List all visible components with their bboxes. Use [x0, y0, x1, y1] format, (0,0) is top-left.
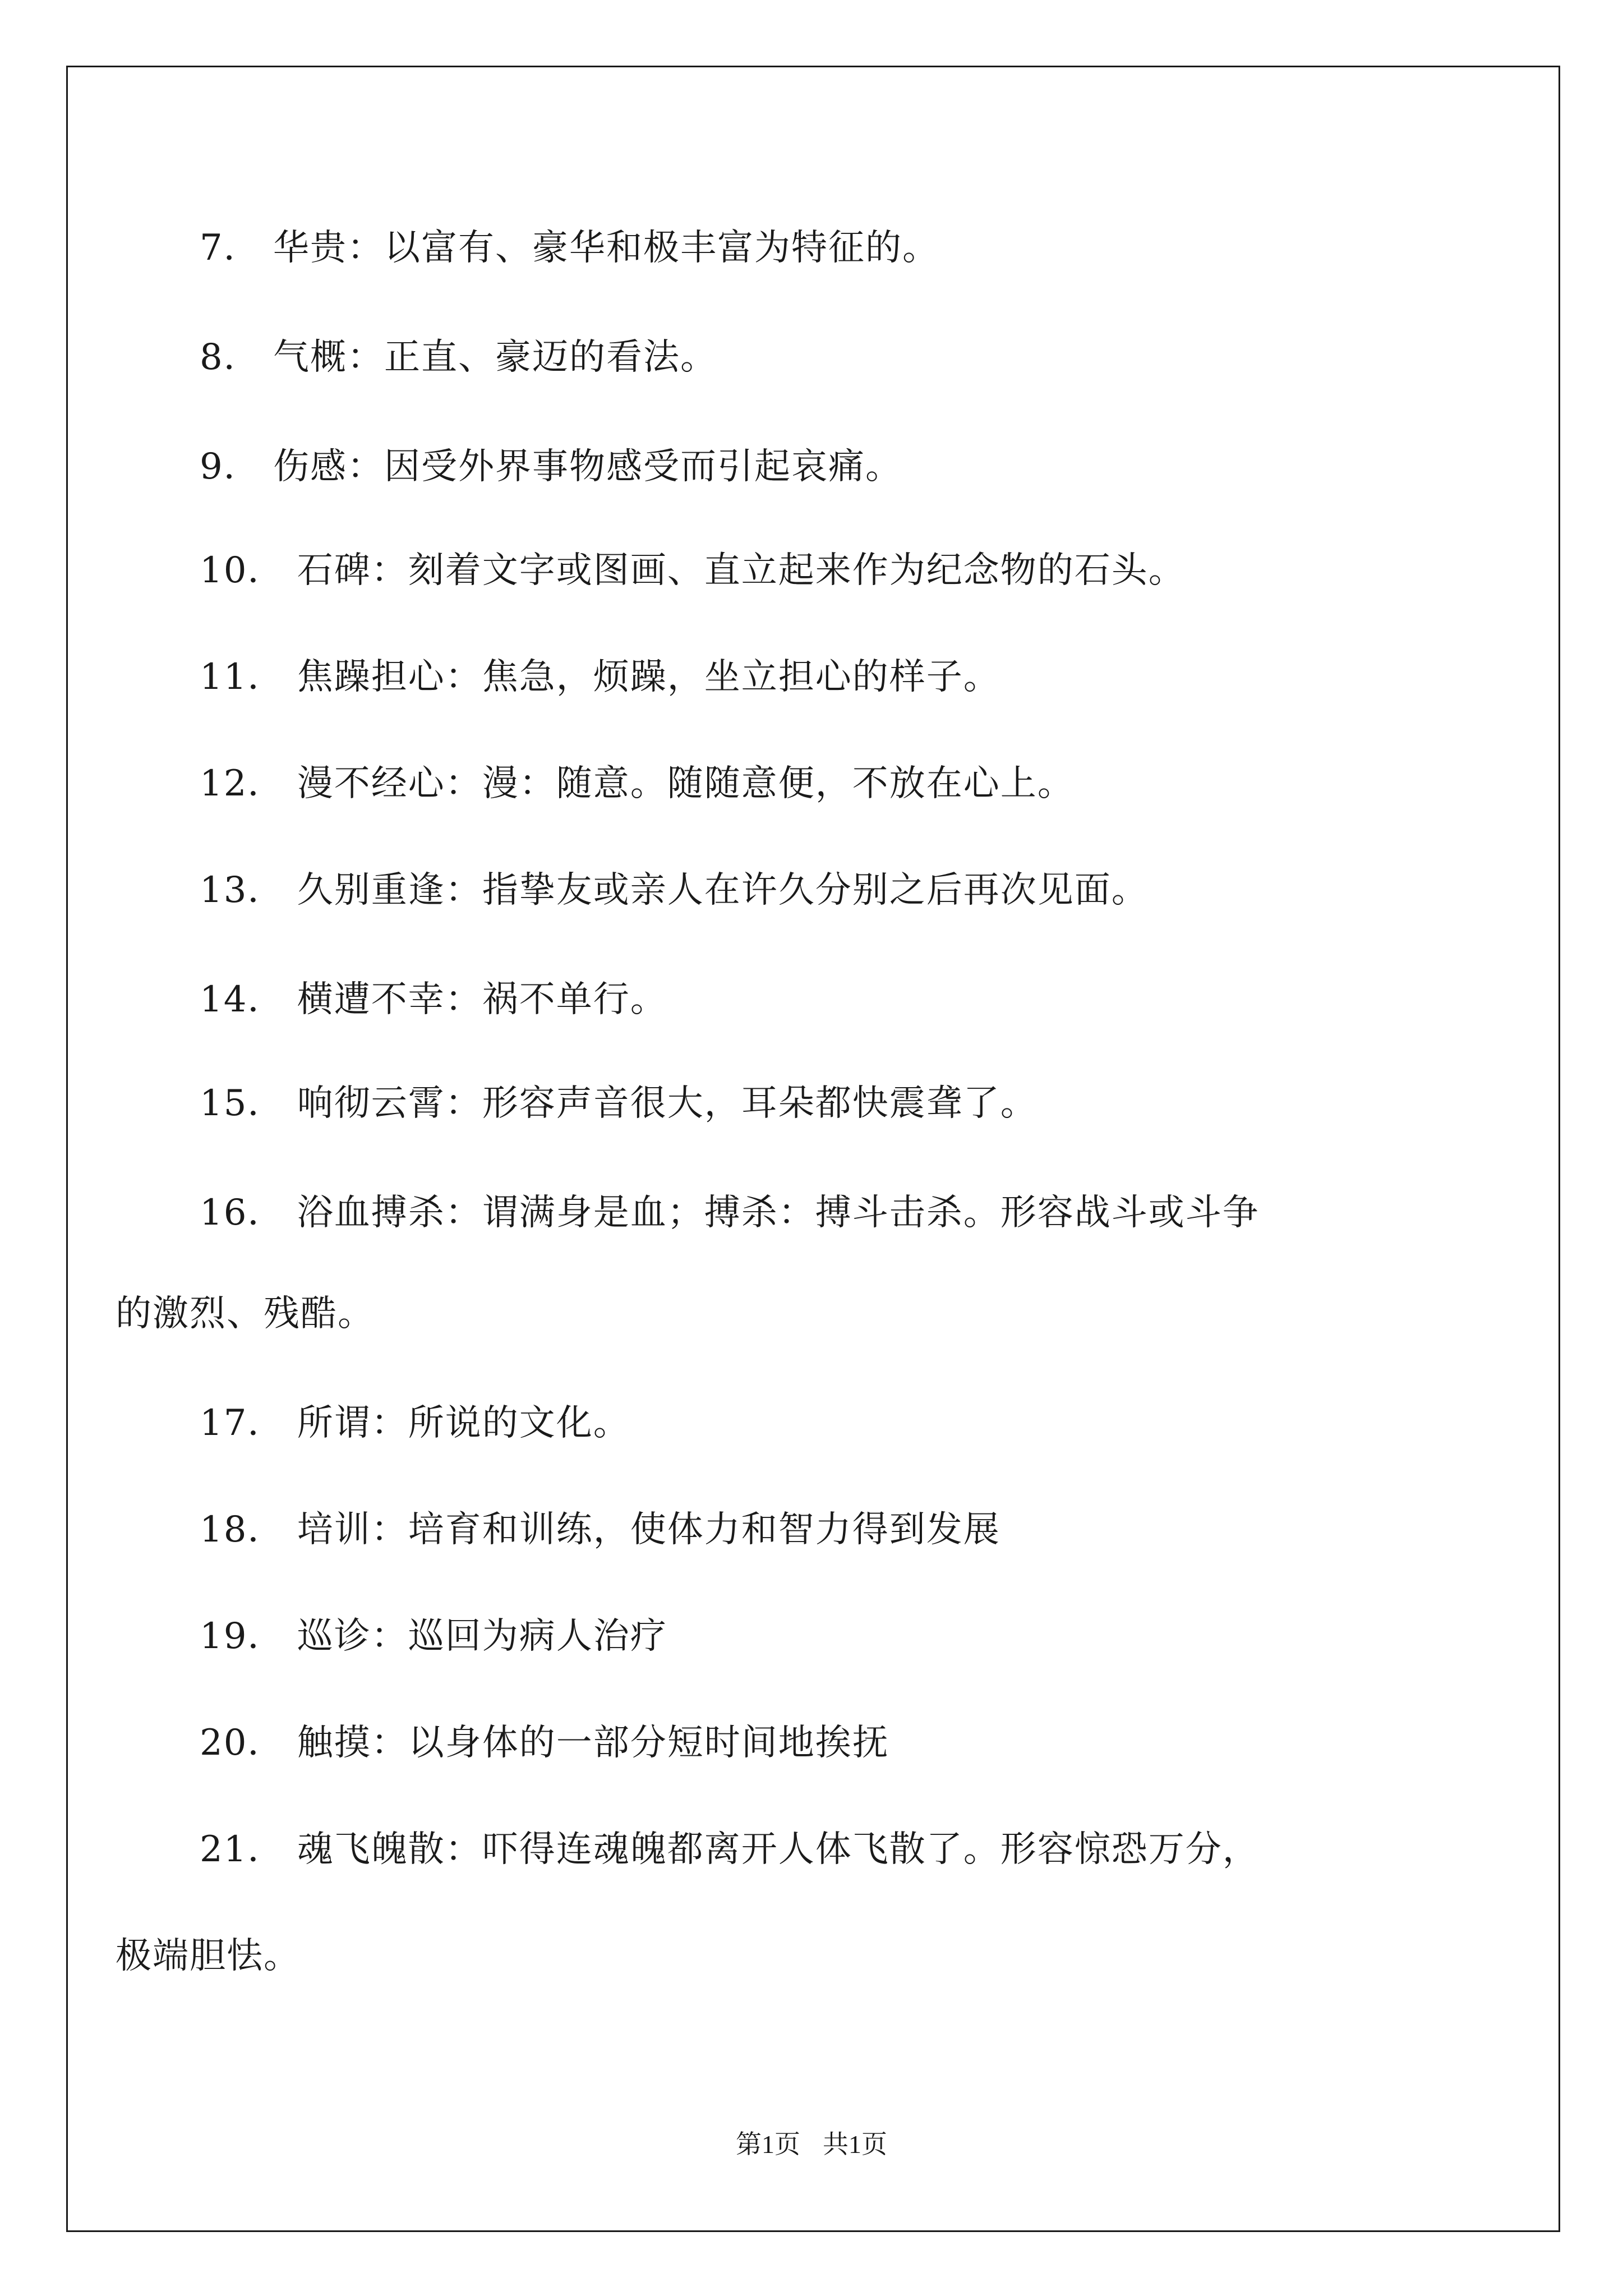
definition-continuation: 极端胆怯。: [116, 1935, 301, 1977]
page-number-current: 第1页: [736, 2130, 800, 2159]
definition-entry: 19． 巡诊：巡回为病人治疗: [200, 1616, 667, 1657]
definition-entry: 20． 触摸：以身体的一部分短时间地挨抚: [200, 1722, 889, 1764]
definition-entry: 10． 石碑：刻着文字或图画、直立起来作为纪念物的石头。: [200, 550, 1186, 591]
page-number-total: 共1页: [823, 2130, 887, 2159]
definition-entry: 17． 所谓：所说的文化。: [200, 1402, 630, 1444]
definition-entry: 14． 横遭不幸：祸不单行。: [200, 979, 667, 1020]
definition-entry: 8． 气概：正直、豪迈的看法。: [200, 337, 718, 378]
definition-entry: 12． 漫不经心：漫：随意。随随意便，不放在心上。: [200, 763, 1075, 804]
definition-continuation: 的激烈、残酷。: [116, 1293, 375, 1335]
definition-entry: 16． 浴血搏杀：谓满身是血；搏杀：搏斗击杀。形容战斗或斗争: [200, 1192, 1260, 1234]
definition-entry: 21． 魂飞魄散：吓得连魂魄都离开人体飞散了。形容惊恐万分，: [200, 1829, 1260, 1870]
page-border: [66, 66, 1560, 2232]
definition-entry: 11． 焦躁担心：焦急，烦躁，坐立担心的样子。: [200, 656, 1000, 698]
definition-entry: 18． 培训：培育和训练，使体力和智力得到发展: [200, 1509, 1000, 1550]
page-footer: [0, 2132, 1623, 2157]
definition-entry: 15． 响彻云霄：形容声音很大，耳朵都快震聋了。: [200, 1083, 1038, 1124]
definition-entry: 13． 久别重逢：指挚友或亲人在许久分别之后再次见面。: [200, 869, 1149, 911]
definition-entry: 7． 华贵：以富有、豪华和极丰富为特征的。: [200, 227, 940, 269]
definition-entry: 9． 伤感：因受外界事物感受而引起哀痛。: [200, 446, 903, 487]
